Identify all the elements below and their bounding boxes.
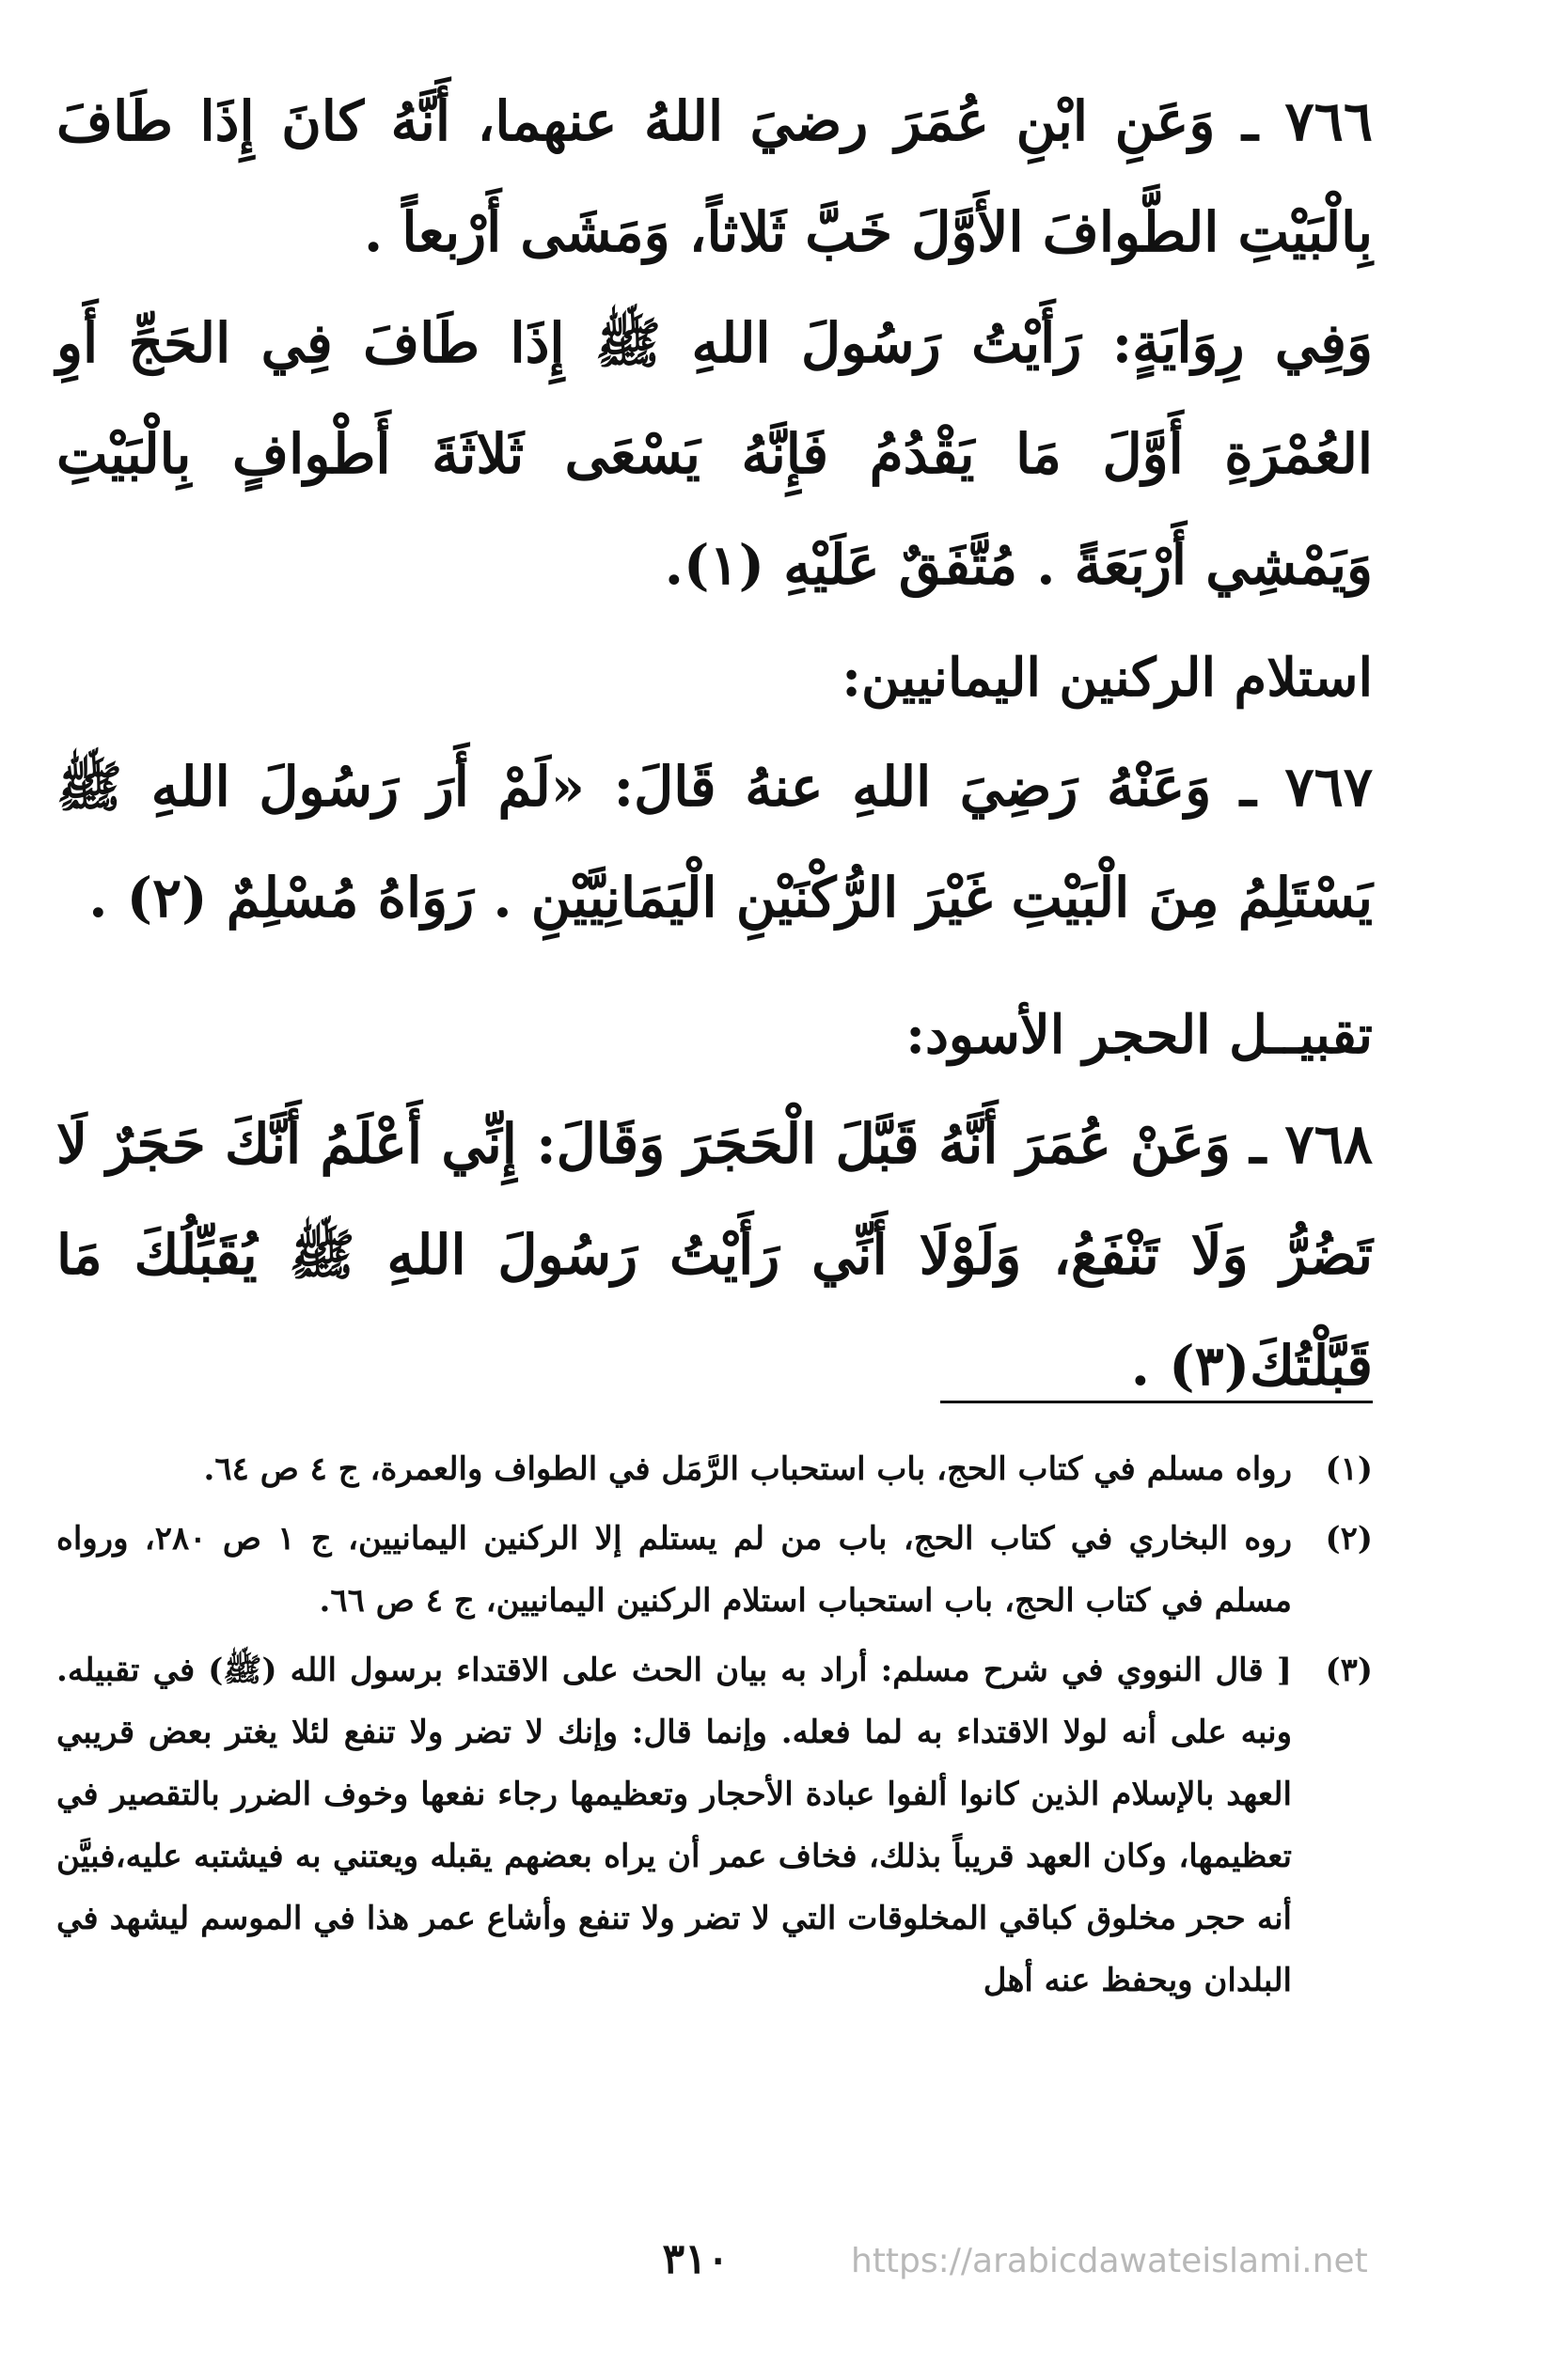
footnotes — [56, 1438, 1373, 2019]
hadith-767: ٧٦٧ ـ وَعَنْهُ رَضِيَ اللهِ عنهُ قَالَ: «لَمْ أَرَ رَسُولَ اللهِ ﷺ يَسْتَلِمُ مِنَ الْبَيْتِ غَيْرَ الرُّكْنَيْنِ الْيَمَانِيَّيْنِ . رَوَاهُ مُسْلِمٌ (٢) . — [56, 755, 1373, 930]
hadith-766-riwaya: وَفِي رِوَايَةٍ: رَأَيْتُ رَسُولَ اللهِ ﷺ إِذَا طَافَ فِي الحَجِّ أَوِ العُمْرَةِ أَوَّلَ مَا يَقْدُمُ فَإِنَّهُ يَسْعَى ثَلاثَةَ أَطْوافٍ بِالْبَيْتِ وَيَمْشِي أَرْبَعَةً . مُتَّفَقٌ عَلَيْهِ (١). — [56, 311, 1373, 597]
footnote-text: روه البخاري في كتاب الحج، باب من لم يستلم إلا الركنين اليمانيين، ج ١ ص ٢٨٠، ورواه مسلم في كتاب الحج، باب استحباب استلام الركنين اليمانيين، ج ٤ ص ٦٦. — [56, 1520, 1293, 1620]
footnote-number: (١) — [1325, 1450, 1373, 1488]
footnote-divider — [940, 1401, 1373, 1403]
page-number: ٣١٠ — [662, 2235, 730, 2283]
footnote-text: رواه مسلم في كتاب الحج، باب استحباب الرَّمَل في الطواف والعمرة، ج ٤ ص ٦٤. — [203, 1450, 1292, 1488]
hadith-766: ٧٦٦ ـ وَعَنِ ابْنِ عُمَرَ رضيَ اللهُ عنهما، أَنَّهُ كانَ إِذَا طَافَ بِالْبَيْتِ الطَّوافَ الأَوَّلَ خَبَّ ثَلاثاً، وَمَشَى أَرْبعاً . — [56, 89, 1373, 264]
footnote-text: [ قال النووي في شرح مسلم: أراد به بيان الحث على الاقتداء برسول الله (ﷺ) في تقبيله. ونبه على أنه لولا الاقتداء به لما فعله. وإنما قال: وإنك لا تضر ولا تنفع لئلا يغتر بعض قريبي العهد بالإسلام الذين كانوا ألفوا عبادة الأحجار وتعظيمها رجاء نفعها وخوف الضرر بالتقصير في تعظيمها، وكان العهد قريباً بذلك، فخاف عمر أن يراه بعضهم يقبله ويعتني به فيشتبه عليه،فبيَّن أنه حجر مخلوق كباقي المخلوقات التي لا تضر ولا تنفع وأشاع عمر هذا في الموسم ليشهد في البلدان ويحفظ عنه أهل — [56, 1652, 1292, 1999]
spacer — [56, 953, 1373, 978]
section-heading-hajar: تقبيــل الحجر الأسود: — [905, 1004, 1373, 1066]
footnote-item — [56, 1438, 1373, 1500]
footnote-item — [56, 1639, 1373, 2012]
footnote-number: (٢) — [1325, 1520, 1373, 1558]
footnote-number: (٣) — [1325, 1652, 1373, 1689]
watermark-url: https://arabicdawateislami.net — [851, 2242, 1368, 2280]
footnote-item — [56, 1508, 1373, 1632]
main-text — [56, 66, 1373, 1421]
section-heading-rukn: استلام الركنين اليمانيين: — [842, 647, 1373, 709]
hadith-768: ٧٦٨ ـ وَعَنْ عُمَرَ أَنَّهُ قَبَّلَ الْحَجَرَ وَقَالَ: إِنِّي أَعْلَمُ أَنَّكَ حَجَرٌ لَا تَضُرُّ وَلَا تَنْفَعُ، وَلَوْلَا أَنِّي رَأَيْتُ رَسُولَ اللهِ ﷺ يُقَبِّلُكَ مَا قَبَّلْتُكَ(٣) . — [56, 1112, 1373, 1398]
